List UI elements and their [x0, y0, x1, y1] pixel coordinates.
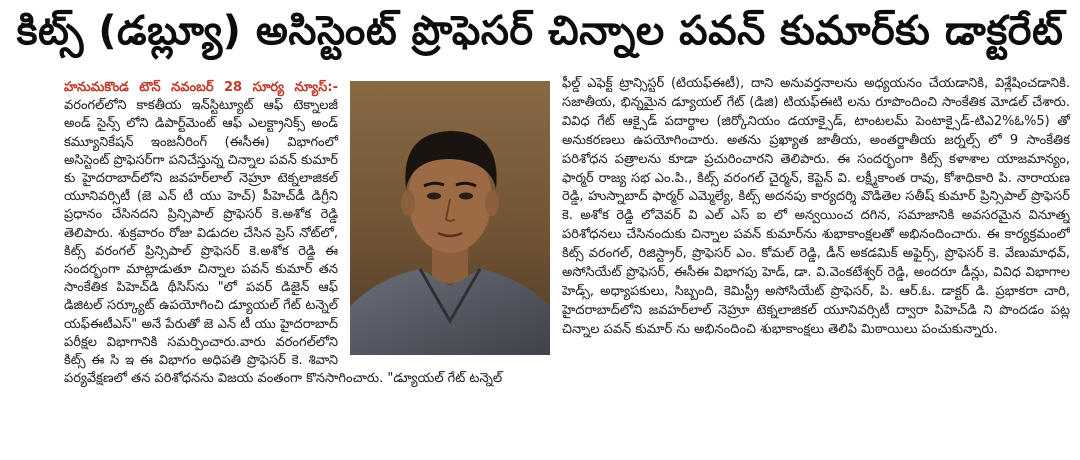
article-right-text: ఫీల్డ్ ఎఫెక్ట్ ట్రాన్సిస్టర్ (టియఫ్ఈటీ), దాని అనువర్తనాలను అధ్యయనం చేయడానికి, విశ్లేషించడానికి. సజాతీయ, భిన్నమైన డ్యూయల్ గేట్ (డిజి) టియఫ్ఈటి లను రూపొందించి సాంకేతిక మోడల్ చేశారు. వివిధ గేట్ ఆక్సైడ్ పదార్థాల (జిర్కోనియం డయాక్సైడ్, టాంటలమ్ పెంటాక్సైడ్-టిఎ2%ఓ%5) తో అనుకరణలు ఉపయోగించారు. అతను ప్రఖ్యాత జాతీయ, అంతర్జాతీయ జర్నల్స్ లో 9 సాంకేతిక పరిశోధన పత్రాలను కూడా ప్రచురించారని తెలిపారు. ఈ సందర్భంగా కిట్స్ కళాశాల యాజమాన్యం, ఫార్మర్ రాజ్య సభ ఎం.పి., కిట్స్ వరంగల్ చైర్మన్, కెప్టెన్ వి. లక్ష్మీకాంత రావు, కోశాధికారి పి. నారాయణ రెడ్డి, హుస్నాబాద్ ఫార్మర్ ఎమ్మెల్యే, కిట్స్ అదనపు కార్యదర్శి వొడితెల సతీష్ కుమార్ ప్రిన్సిపాల్ ప్రొఫెసర్ కె. అశోక రెడ్డి లోవెవర్ వి ఎల్ ఎస్ ఐ లో అన్వయించ దగిన, సమాజానికి అవసరమైన వినూత్న పరిశోధనలు చేసినందుకు చిన్నాల పవన్ కుమార్‌ను శుభాకాంక్షలతో అభినందించారు. ఈ కార్యక్రమంలో కిట్స్ వరంగల్, రిజిస్ట్రార్, ప్రొఫెసర్ ఎం. కోమల్ రెడ్డి, డీన్ అకడమిక్ అఫైర్స్, ప్రొఫెసర్ కె. వేణుమాధవ్, అసోసియేట్ ప్రొఫెసర్, ఈసీఈ విభాగపు హెడ్, డా. వి.వెంకటేశ్వర్ రెడ్డి, అందరూ డీన్లు, వివిధ విభాగాల హెడ్స్, అధ్యాపకులు, సిబ్బంది, కెమిస్ట్రీ అసోసియేట్ ప్రొఫెసర్, పి. ఆర్.ఓ. డాక్టర్ డి. ప్రభాకరా చారి, హైదరాబాద్‌లోని జవహర్‌లాల్ నెహ్రూ టెక్నలాజికల్ యూనివర్సిటీ ద్వారా పిహెచ్‌డి ని పొందడం పట్ల చిన్నాల పవన్ కుమార్ ను అభినందించి శుభాకాంక్షలు తెలిపి మిఠాయిలు పంచుకున్నారు. [562, 76, 1070, 337]
portrait-photo [350, 81, 550, 355]
dateline: హనుమకొండ టౌన్ నవంబర్ 28 సూర్య న్యూస్:- [64, 80, 338, 95]
headline: కిట్స్ (డబ్ల్యూ) అసిస్టెంట్ ప్రొఫెసర్ చిన్నాల పవన్ కుమార్‌కు డాక్టరేట్ [16, 8, 1064, 54]
portrait-illustration [350, 81, 550, 355]
article-left-body: వరంగల్‌లోని కాకతీయ ఇన్‌స్టిట్యూట్ ఆఫ్ టెక్నాలజీ అండ్ సైన్స్ లోని డిపార్ట్‌మెంట్ ఆఫ్ ఎలక్ట్రానిక్స్ అండ్ కమ్యూనికేషన్ ఇంజనీరింగ్ (ఈసీఈ) విభాగంలో అసిస్టెంట్ ప్రొఫెసర్‌గా పనిచేస్తున్న చిన్నాల పవన్ కుమార్ కు హైదరాబాద్‌లోని జవహర్‌లాల్ నెహ్రూ టెక్నలాజికల్ యూనివర్సిటీ (జె ఎన్ టీ యు హెచ్) పీహెచ్‌డీ డిగ్రీని ప్రధానం చేసినదని ప్రిన్సిపాల్ ప్రొఫెసర్ కె.అశోక రెడ్డి తెలిపారు. శుక్రవారం రోజు విడుదల చేసిన ప్రెస్ నోట్‌లో, కిట్స్ వరంగల్ ప్రిన్సిపాల్ ప్రొఫెసర్ కె.అశోక రెడ్డి ఈ సందర్భంగా మాట్లాడుతూ చిన్నాల పవన్ కుమార్ తన సాంకేతిక పిహెచ్‌డి థీసిస్‌ను "లో పవర్ డిజైన్ ఆఫ్ డిజిటల్ సర్క్యూట్ ఉపయోగించి డ్యూయల్ గేట్ టన్నెల్ యఫ్ఈటీఎస్" అనే పేరుతో జె ఎన్ టీ యు హైదరాబాద్ పరీక్షల విభాగానికి సమర్పించారు.వారు వరంగల్‌లోని కిట్స్ ఈ సి ఇ ఈ విభాగం అధిపతి ప్రొఫెసర్ కె. శివాని పర్యవేక్షణలో తన పరిశోధనను విజయ వంతంగా కొనసాగించారు. "డ్యూయల్ గేట్ టన్నెల్ [64, 98, 503, 387]
article-left-column [64, 79, 550, 454]
article-right-column [562, 75, 1070, 455]
